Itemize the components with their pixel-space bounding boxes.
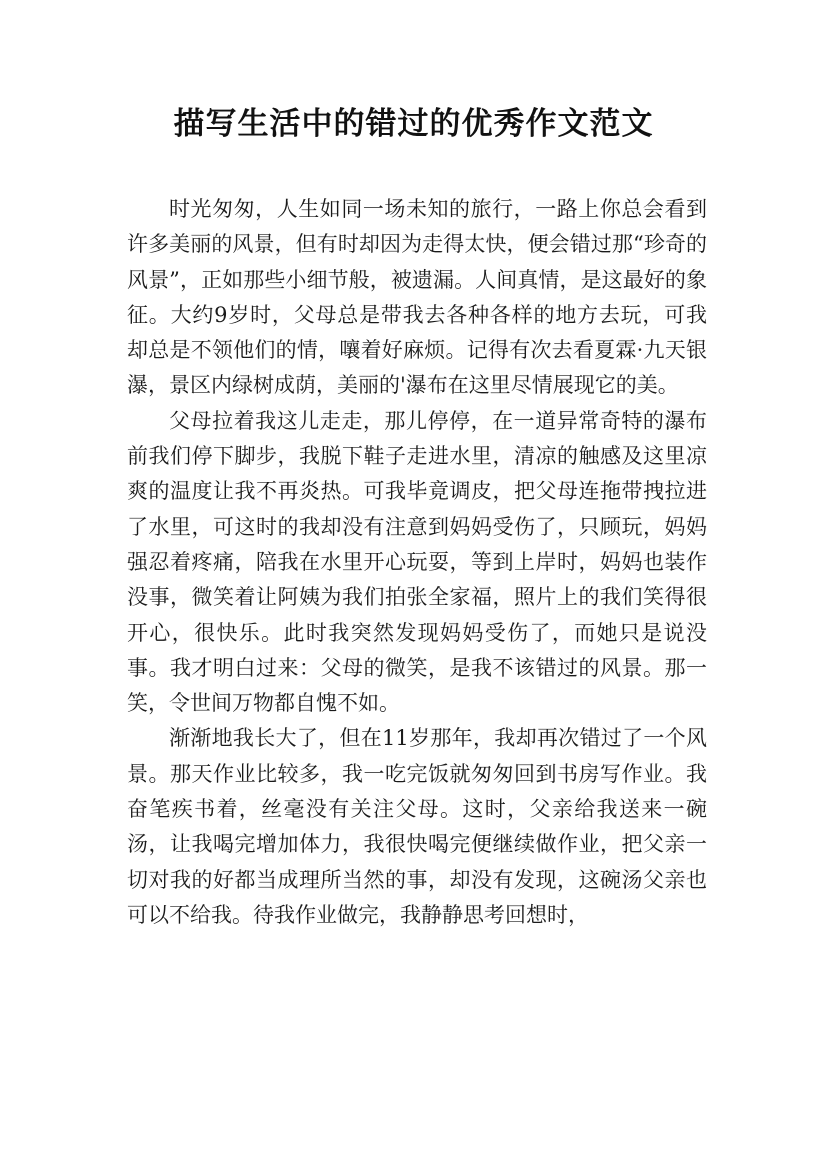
paragraph-3: 渐渐地我长大了，但在11岁那年，我却再次错过了一个风景。那天作业比较多，我一吃完饭就匆匆回到书房写作业。我奋笔疾书着，丝毫没有关注父母。这时，父亲给我送来一碗汤，让我喝完增加体力，我很快喝完便继续做作业，把父亲一切对我的好都当成理所当然的事，却没有发现，这碗汤父亲也可以不给我。待我作业做完，我静静思考回想时， — [127, 726, 707, 927]
document-title: 描写生活中的错过的优秀作文范文 — [173, 106, 654, 142]
document-body — [127, 192, 707, 933]
paragraph-1: 时光匆匆，人生如同一场未知的旅行，一路上你总会看到许多美丽的风景，但有时却因为走得太快，便会错过那“珍奇的风景”，正如那些小细节般，被遗漏。人间真情，是这最好的象征。大约9岁时，父母总是带我去各种各样的地方去玩，可我却总是不领他们的情，嚷着好麻烦。记得有次去看夏霖·九天银瀑，景区内绿树成荫，美丽的'瀑布在这里尽情展现它的美。 — [127, 197, 707, 398]
paragraph-2: 父母拉着我这儿走走，那儿停停，在一道异常奇特的瀑布前我们停下脚步，我脱下鞋子走进水里，清凉的触感及这里凉爽的温度让我不再炎热。可我毕竟调皮，把父母连拖带拽拉进了水里，可这时的我却没有注意到妈妈受伤了，只顾玩，妈妈强忍着疼痛，陪我在水里开心玩耍，等到上岸时，妈妈也装作没事，微笑着让阿姨为我们拍张全家福，照片上的我们笑得很开心，很快乐。此时我突然发现妈妈受伤了，而她只是说没事。我才明白过来：父母的微笑，是我不该错过的风景。那一笑，令世间万物都自愧不如。 — [127, 408, 707, 716]
